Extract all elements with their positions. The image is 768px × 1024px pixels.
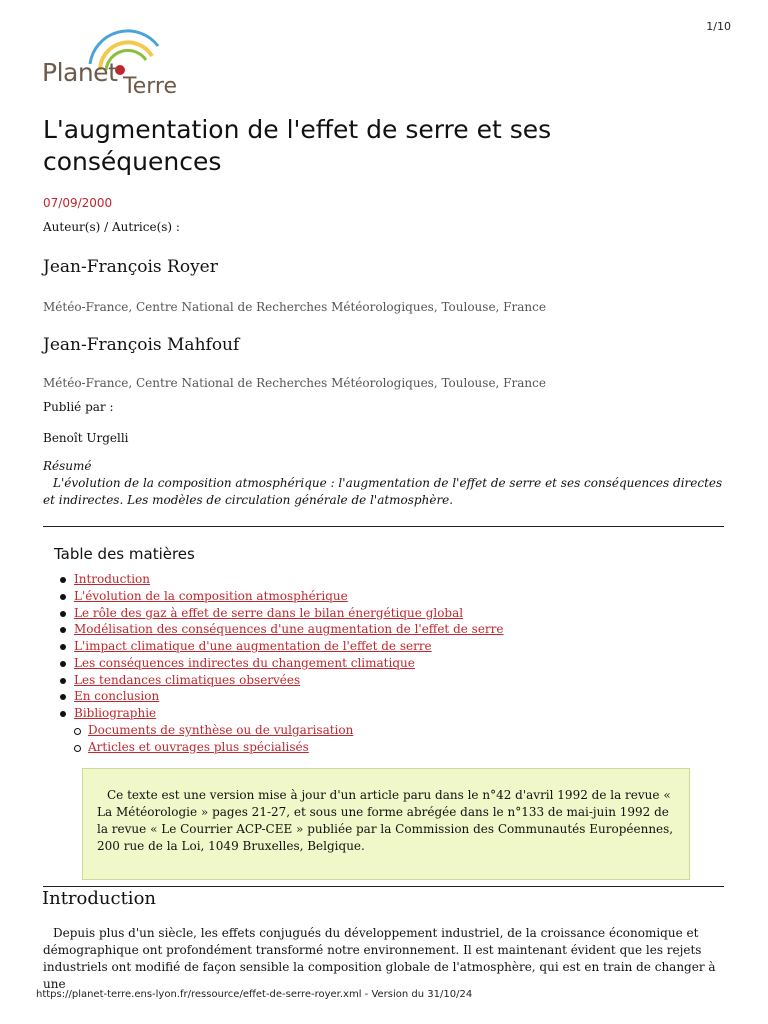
publisher-name: Benoît Urgelli: [43, 431, 129, 445]
toc-item: [58, 621, 504, 638]
authors-label: Auteur(s) / Autrice(s) :: [43, 220, 180, 234]
toc-item: [58, 605, 504, 622]
summary-text: L'évolution de la composition atmosphérique : l'augmentation de l'effet de serre et ses conséquences directes et indirectes. Les modèles de circulation générale de l'atmosphère.: [43, 476, 723, 507]
toc-link-conclusion[interactable]: En conclusion: [74, 689, 160, 704]
planet-terre-logo[interactable]: [40, 34, 180, 100]
toc-link-documents-synthese[interactable]: Documents de synthèse ou de vulgarisation: [88, 722, 354, 737]
logo-word-planet: Planet: [42, 58, 118, 87]
author-affiliation-royer: Météo-France, Centre National de Recherches Météorologiques, Toulouse, France: [43, 300, 546, 314]
toc-link-modelisation[interactable]: Modélisation des conséquences d'une augmentation de l'effet de serre: [74, 622, 504, 637]
published-by-label: Publié par :: [43, 400, 114, 414]
toc-title: Table des matières: [54, 545, 195, 563]
toc-item: [58, 705, 504, 722]
article-title: L'augmentation de l'effet de serre et ses conséquences: [43, 115, 552, 176]
note-box: [82, 768, 690, 880]
toc-link-role-gaz[interactable]: Le rôle des gaz à effet de serre dans le bilan énergétique global: [74, 605, 464, 620]
toc-link-tendances[interactable]: Les tendances climatiques observées: [74, 672, 301, 687]
author-name-royer: Jean-François Royer: [43, 257, 218, 277]
toc-link-consequences[interactable]: Les conséquences indirectes du changement climatique: [74, 655, 415, 670]
summary-label: Résumé: [43, 459, 92, 473]
logo-word-terre: Terre: [123, 74, 177, 99]
author-affiliation-mahfouf: Météo-France, Centre National de Recherches Météorologiques, Toulouse, France: [43, 376, 546, 390]
table-of-contents: [58, 571, 504, 754]
toc-link-evolution[interactable]: L'évolution de la composition atmosphérique: [74, 588, 348, 603]
summary-divider: [43, 526, 724, 527]
toc-link-impact[interactable]: L'impact climatique d'une augmentation de l'effet de serre: [74, 639, 432, 653]
toc-subitem: [72, 722, 504, 739]
toc-item: [58, 688, 504, 705]
toc-item: [58, 588, 504, 605]
toc-link-articles-specialises[interactable]: Articles et ouvrages plus spécialisés: [88, 739, 309, 754]
toc-link-introduction[interactable]: Introduction: [74, 572, 150, 586]
introduction-text: Depuis plus d'un siècle, les effets conjugués du développement industriel, de la croissance économique et démographique ont profondément transformé notre environnement. Il est maintenant évident que les rejets industriels ont modifié de façon sensible la composition globale de l'atmosphère, qui est en train de changer à une: [43, 926, 716, 991]
footer-url: https://planet-terre.ens-lyon.fr/ressource/effet-de-serre-royer.xml - Version du 31/10/24: [36, 989, 473, 1000]
introduction-divider: [43, 886, 724, 887]
toc-item: [58, 672, 504, 689]
toc-sublist-container: [58, 722, 504, 754]
note-text: Ce texte est une version mise à jour d'un article paru dans le n°42 d'avril 1992 de la revue « La Météorologie » pages 21-27, et sous une forme abrégée dans le n°133 de mai-juin 1992 de la revue « Le Courrier ACP-CEE » publiée par la Commission des Communautés Européennes, 200 rue de la Loi, 1049 Bruxelles, Belgique.: [97, 788, 674, 853]
author-name-mahfouf: Jean-François Mahfouf: [43, 335, 240, 355]
toc-item: [58, 638, 504, 655]
toc-item: [58, 655, 504, 672]
toc-link-bibliographie[interactable]: Bibliographie: [74, 706, 157, 720]
toc-sublist: [58, 722, 504, 756]
introduction-heading: Introduction: [42, 888, 156, 909]
page-number: 1/10: [706, 20, 731, 33]
publication-date: 07/09/2000: [43, 196, 113, 210]
toc-item: [58, 571, 504, 588]
toc-subitem: [72, 739, 504, 756]
